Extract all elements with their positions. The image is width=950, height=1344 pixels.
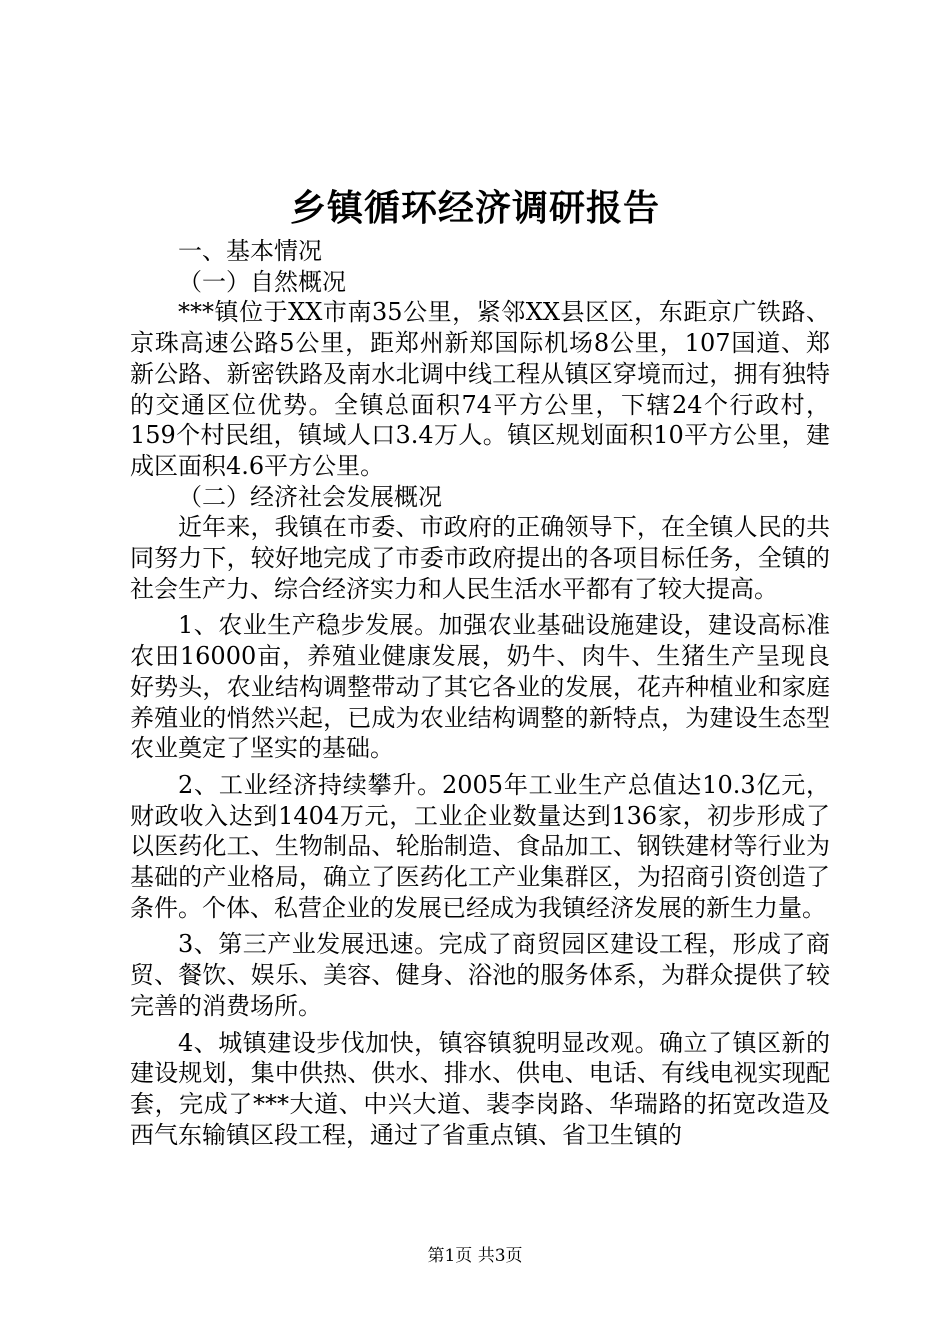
document-body [130, 236, 830, 1150]
subsection-heading-natural: （一）自然概况 [178, 267, 346, 296]
paragraph-natural-overview: ***镇位于XX市南35公里，紧邻XX县区区，东距京广铁路、京珠高速公路5公里，距郑州新郑国际机场8公里，107国道、郑新公路、新密铁路及南水北调中线工程从镇区穿境而过，拥有独特的交通区位优势。全镇总面积74平方公里，下辖24个行政村，159个村民组，镇域人口3.4万人。镇区规划面积10平方公里，建成区面积4.6平方公里。 [130, 298, 830, 480]
paragraph-industry: 2、工业经济持续攀升。2005年工业生产总值达10.3亿元，财政收入达到1404万元，工业企业数量达到136家，初步形成了以医药化工、生物制品、轮胎制造、食品加工、钢铁建材等行业为基础的产业格局，确立了医药化工产业集群区，为招商引资创造了条件。个体、私营企业的发展已经成为我镇经济发展的新生力量。 [130, 770, 830, 922]
paragraph-economy-overview: 近年来，我镇在市委、市政府的正确领导下，在全镇人民的共同努力下，较好地完成了市委市政府提出的各项目标任务，全镇的社会生产力、综合经济实力和人民生活水平都有了较大提高。 [130, 513, 830, 603]
document-title: 乡镇循环经济调研报告 [289, 187, 660, 229]
paragraph-agriculture: 1、农业生产稳步发展。加强农业基础设施建设，建设高标准农田16000亩，养殖业健康发展，奶牛、肉牛、生猪生产呈现良好势头，农业结构调整带动了其它各业的发展，花卉种植业和家庭养殖业的悄然兴起，已成为农业结构调整的新特点，为建设生态型农业奠定了坚实的基础。 [130, 611, 830, 763]
paragraph-urban-construction: 4、城镇建设步伐加快，镇容镇貌明显改观。确立了镇区新的建设规划，集中供热、供水、排水、供电、电话、有线电视实现配套，完成了***大道、中兴大道、裴李岗路、华瑞路的拓宽改造及西气东输镇区段工程，通过了省重点镇、省卫生镇的 [130, 1028, 830, 1149]
page-footer: 第1页 共3页 [427, 1246, 523, 1266]
subsection-heading-economy: （二）经济社会发展概况 [178, 482, 442, 511]
section-heading-basic: 一、基本情况 [178, 237, 322, 265]
paragraph-tertiary: 3、第三产业发展迅速。完成了商贸园区建设工程，形成了商贸、餐饮、娱乐、美容、健身、浴池的服务体系，为群众提供了较完善的消费场所。 [130, 930, 830, 1020]
